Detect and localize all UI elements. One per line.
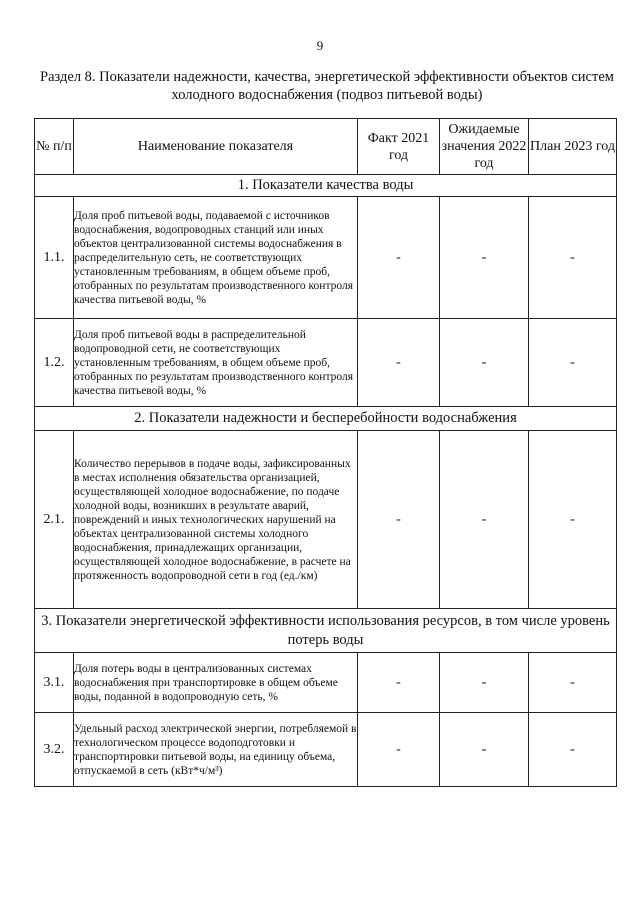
plan-value: - [529,197,617,319]
table-row [35,197,617,319]
fact-value: - [358,431,440,609]
section-heading: 3. Показатели энергетической эффективности использования ресурсов, в том числе уровень потерь воды [35,609,617,653]
indicator-name: Доля проб питьевой воды в распределительной водопроводной сети, не соответствующих установленным требованиям, в общем объеме проб, отобранных по результатам производственного контроля качества питьевой воды, % [74,319,358,407]
indicator-name: Доля проб питьевой воды, подаваемой с источников водоснабжения, водопроводных станций или иных объектов централизованной системы водоснабжения в распределительную сеть, не соответствующих установленным требованиям, в общем объеме проб, отобранных по результатам производственного контроля качества питьевой воды, % [74,197,358,319]
expected-value: - [440,653,529,713]
expected-value: - [440,197,529,319]
row-number: 3.2. [35,713,74,787]
header-name: Наименование показателя [74,119,358,175]
table-row [35,431,617,609]
row-number: 3.1. [35,653,74,713]
header-row [35,119,617,175]
section-row [35,407,617,431]
plan-value: - [529,319,617,407]
fact-value: - [358,713,440,787]
table-row [35,319,617,407]
fact-value: - [358,197,440,319]
indicator-name: Доля потерь воды в централизованных системах водоснабжения при транспортировке в общем объеме воды, поданной в водопроводную сеть, % [74,653,358,713]
section-heading: 2. Показатели надежности и бесперебойности водоснабжения [35,407,617,431]
row-number: 2.1. [35,431,74,609]
expected-value: - [440,431,529,609]
fact-value: - [358,653,440,713]
table-row [35,713,617,787]
header-num: № п/п [35,119,74,175]
indicators-table [34,118,617,787]
row-number: 1.1. [35,197,74,319]
section-row [35,175,617,197]
row-number: 1.2. [35,319,74,407]
section-heading: 1. Показатели качества воды [35,175,617,197]
header-plan: План 2023 год [529,119,617,175]
header-fact: Факт 2021 год [358,119,440,175]
plan-value: - [529,653,617,713]
plan-value: - [529,431,617,609]
page-number: 9 [316,38,324,53]
table-row [35,653,617,713]
indicator-name: Количество перерывов в подаче воды, зафиксированных в местах исполнения обязательства организацией, осуществляющей холодное водоснабжение, по подаче холодной воды, возникших в результате аварий, повреждений и иных технологических нарушений на объектах централизованной системы холодного водоснабжения, принадлежащих организации, осуществляющей холодное водоснабжение, в расчете на протяженность водопроводной сети в год (ед./км) [74,431,358,609]
section-row [35,609,617,653]
expected-value: - [440,319,529,407]
section-title: Раздел 8. Показатели надежности, качества, энергетической эффективности объектов систем холодного водоснабжения (подвоз питьевой воды) [40,69,614,103]
indicator-name: Удельный расход электрической энергии, потребляемой в технологическом процессе водоподготовки и транспортировки питьевой воды, на единицу объема, отпускаемой в сеть (кВт*ч/м³) [74,713,358,787]
plan-value: - [529,713,617,787]
fact-value: - [358,319,440,407]
header-expected: Ожидаемые значения 2022 год [440,119,529,175]
expected-value: - [440,713,529,787]
